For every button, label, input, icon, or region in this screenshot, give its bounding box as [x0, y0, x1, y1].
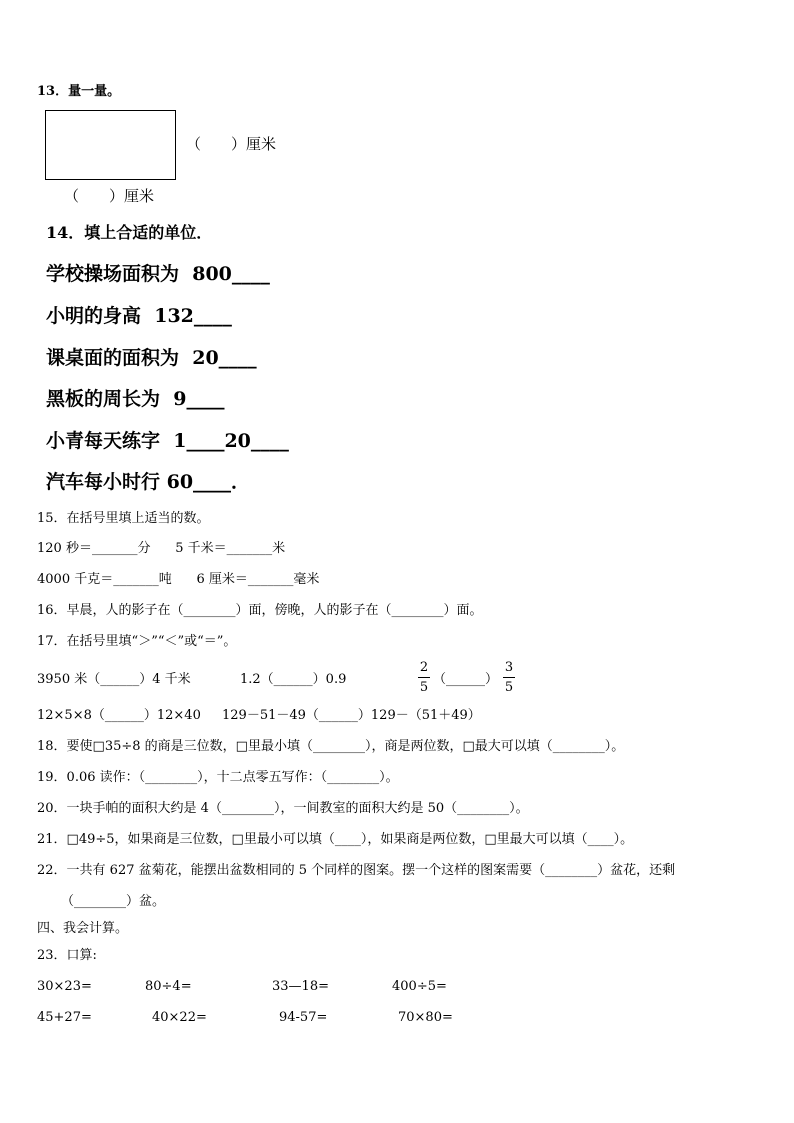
q16-text: 16．早晨，人的影子在（________）面，傍晚，人的影子在（________）面。 — [37, 603, 483, 618]
q17-compare-b: 1.2（______）0.9 — [240, 672, 347, 687]
fraction-denominator: 5 — [504, 680, 514, 695]
oral-calc-item: 40×22= — [152, 1010, 207, 1025]
q14-item: 课桌面的面积为 20____ — [46, 347, 257, 369]
oral-calc-item: 70×80= — [398, 1010, 453, 1025]
oral-calc-item: 45+27= — [37, 1010, 92, 1025]
fraction-bar — [418, 677, 430, 678]
q17-compare-d: 129－51－49（______）129－（51＋49） — [222, 708, 481, 723]
q23-title: 23．口算: — [37, 948, 97, 963]
q13-right-blank: （ ）厘米 — [186, 135, 277, 153]
q14-item: 学校操场面积为 800____ — [46, 263, 270, 285]
q14-item: 黑板的周长为 9____ — [46, 388, 225, 410]
oral-calc-item: 400÷5= — [392, 979, 447, 994]
q17-compare-a: 3950 米（______）4 千米 — [37, 672, 191, 687]
q14-item: 小明的身高 132____ — [46, 305, 232, 327]
q13-title: 13．量一量。 — [37, 84, 121, 99]
q15-title: 15．在括号里填上适当的数。 — [37, 511, 210, 526]
q21-text: 21．□49÷5，如果商是三位数，□里最小可以填（____），如果商是两位数，□里最大可以填（____）。 — [37, 832, 634, 847]
q14-title: 14．填上合适的单位． — [46, 223, 213, 242]
q17-fraction-left — [417, 661, 431, 694]
q14-item: 小青每天练字 1____20____ — [46, 430, 289, 452]
oral-calc-item: 30×23= — [37, 979, 92, 994]
fraction-denominator: 5 — [419, 680, 429, 695]
q22-line2: （________）盆。 — [61, 894, 166, 909]
q17-compare-c: 12×5×8（______）12×40 — [37, 708, 201, 723]
fraction-bar — [503, 677, 515, 678]
q15-line1: 120 秒＝_______分 5 千米＝_______米 — [37, 541, 286, 556]
q22-line1: 22．一共有 627 盆菊花，能摆出盆数相同的 5 个同样的图案。摆一个这样的图案需要（________）盆花，还剩 — [37, 863, 676, 878]
q15-line2: 4000 千克＝_______吨 6 厘米＝_______毫米 — [37, 572, 320, 587]
q18-text: 18．要使□35÷8 的商是三位数，□里最小填（________），商是两位数，□最大可以填（________）。 — [37, 739, 625, 754]
fraction-numerator: 3 — [504, 660, 514, 675]
oral-calc-item: 94-57= — [279, 1010, 328, 1025]
q17-fraction-blank: （______） — [433, 672, 499, 687]
fraction-numerator: 2 — [419, 660, 429, 675]
measure-rectangle — [45, 110, 176, 180]
q20-text: 20．一块手帕的面积大约是 4（________），一间教室的面积大约是 50（________）。 — [37, 801, 529, 816]
oral-calc-item: 80÷4= — [145, 979, 192, 994]
section-title: 四、我会计算。 — [37, 921, 129, 936]
q17-fraction-right — [502, 661, 516, 694]
q14-item: 汽车每小时行 60____． — [46, 471, 251, 493]
q13-bottom-blank: （ ）厘米 — [64, 187, 155, 205]
oral-calc-item: 33—18= — [272, 979, 329, 994]
q19-text: 19．0.06 读作：（________），十二点零五写作：（________）。 — [37, 770, 399, 785]
q17-title: 17．在括号里填“＞”“＜”或“＝”。 — [37, 634, 237, 649]
